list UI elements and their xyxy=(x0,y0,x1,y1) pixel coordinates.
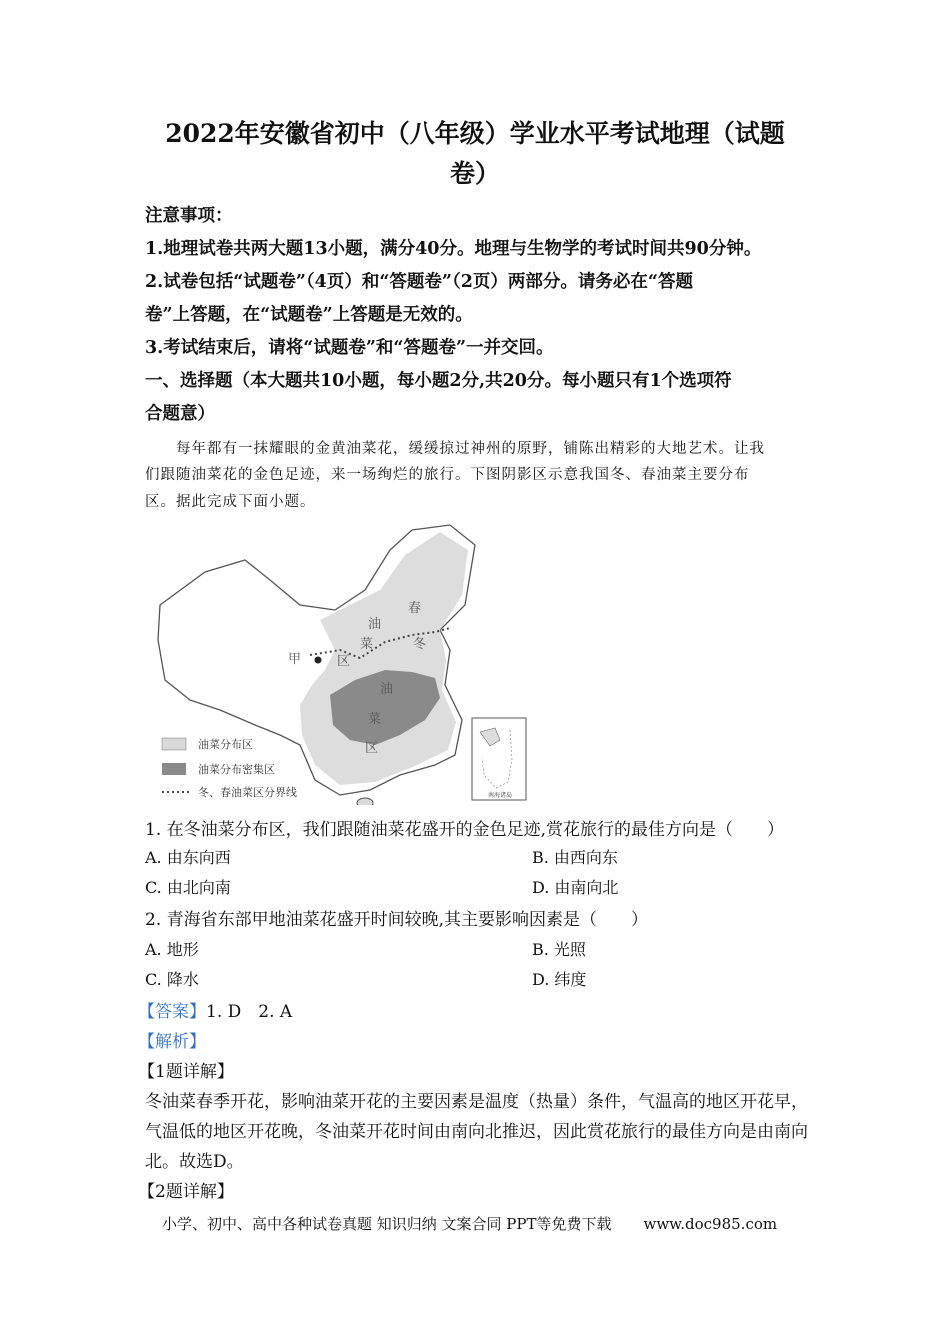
page-footer xyxy=(162,1213,777,1234)
label-dong: 冬 xyxy=(413,637,427,652)
intro-line-3: 区。据此完成下面小题。 xyxy=(145,494,316,510)
notice-item-2b: 卷”上答题，在“试题卷”上答题是无效的。 xyxy=(145,305,473,325)
q1-stem: 1. 在冬油菜分布区，我们跟随油菜花盛开的金色足迹,赏花旅行的最佳方向是（ ） xyxy=(145,820,785,840)
notice-item-1: 1.地理试卷共两大题13小题，满分40分。地理与生物学的考试时间共90分钟。 xyxy=(145,239,762,259)
detail1-tag: 【1题详解】 xyxy=(138,1062,234,1082)
legend-swatch-light xyxy=(162,738,186,750)
legend-label-1: 油菜分布区 xyxy=(198,738,253,751)
q1-option-c: C. 由北向南 xyxy=(145,878,231,897)
label-cai-1: 菜 xyxy=(360,637,374,652)
footer-text: 小学、初中、高中各种试卷真题 知识归纳 文案合同 PPT等免费下载 xyxy=(162,1215,612,1233)
intro-line-2: 们跟随油菜花的金色足迹，来一场绚烂的旅行。下图阴影区示意我国冬、春油菜主要分布 xyxy=(145,467,750,483)
label-chun: 春 xyxy=(408,601,422,616)
notice-item-2a: 2.试卷包括“试题卷”（4页）和“答题卷”（2页）两部分。请务必在“答题 xyxy=(145,272,693,292)
section-heading-a: 一、选择题（本大题共10小题，每小题2分,共20分。每小题只有1个选项符 xyxy=(145,371,732,391)
q2-stem: 2. 青海省东部甲地油菜花盛开时间较晚,其主要影响因素是（ ） xyxy=(145,910,649,930)
q2-option-a: A. 地形 xyxy=(145,940,199,959)
q1-option-b: B. 由西向东 xyxy=(532,848,618,867)
section-heading-b: 合题意） xyxy=(145,404,215,424)
title-line-2: 卷） xyxy=(449,159,500,188)
q1-option-a: A. 由东向西 xyxy=(145,848,231,867)
rapeseed-distribution-map xyxy=(150,520,530,805)
q2-option-b: B. 光照 xyxy=(532,940,586,959)
footer-url[interactable]: www.doc985.com xyxy=(643,1215,778,1233)
label-qu-1: 区 xyxy=(337,654,351,669)
intro-line-1: 每年都有一抹耀眼的金黄油菜花，缓缓掠过神州的原野，铺陈出精彩的大地艺术。让我 xyxy=(176,441,765,457)
label-you-1: 油 xyxy=(368,617,382,632)
label-jia: 甲 xyxy=(288,652,302,667)
detail2-tag: 【2题详解】 xyxy=(138,1182,234,1202)
answer-tag: 【答案】 xyxy=(138,1002,206,1022)
detail1-line-2: 气温低的地区开花晚，冬油菜开花时间由南向北推迟，因此赏花旅行的最佳方向是由南向 xyxy=(145,1122,808,1142)
notice-heading: 注意事项： xyxy=(145,206,233,226)
jia-point-marker xyxy=(315,657,322,664)
q2-option-d: D. 纬度 xyxy=(532,970,587,989)
title-line-1: 2022年安徽省初中（八年级）学业水平考试地理（试题 xyxy=(165,119,785,148)
answer-line xyxy=(138,997,292,1022)
inset-label: 南海诸岛 xyxy=(487,792,513,799)
label-you-2: 油 xyxy=(380,682,394,697)
detail1-line-3: 北。故选D。 xyxy=(145,1152,244,1172)
legend-label-2: 油菜分布密集区 xyxy=(198,763,275,776)
notice-item-3: 3.考试结束后，请将“试题卷”和“答题卷”一并交回。 xyxy=(145,338,554,358)
legend-swatch-dense xyxy=(162,763,186,775)
detail1-line-1: 冬油菜春季开花，影响油菜开花的主要因素是温度（热量）条件，气温高的地区开花早， xyxy=(145,1092,808,1112)
analysis-tag: 【解析】 xyxy=(138,1032,206,1052)
q2-option-c: C. 降水 xyxy=(145,970,199,989)
label-qu-2: 区 xyxy=(365,741,379,756)
q1-option-d: D. 由南向北 xyxy=(532,878,619,897)
south-sea-inset xyxy=(472,718,526,800)
answer-text: 1. D 2. A xyxy=(206,1002,293,1022)
label-cai-2: 菜 xyxy=(368,712,382,727)
legend-label-3: 冬、春油菜区分界线 xyxy=(198,786,297,799)
